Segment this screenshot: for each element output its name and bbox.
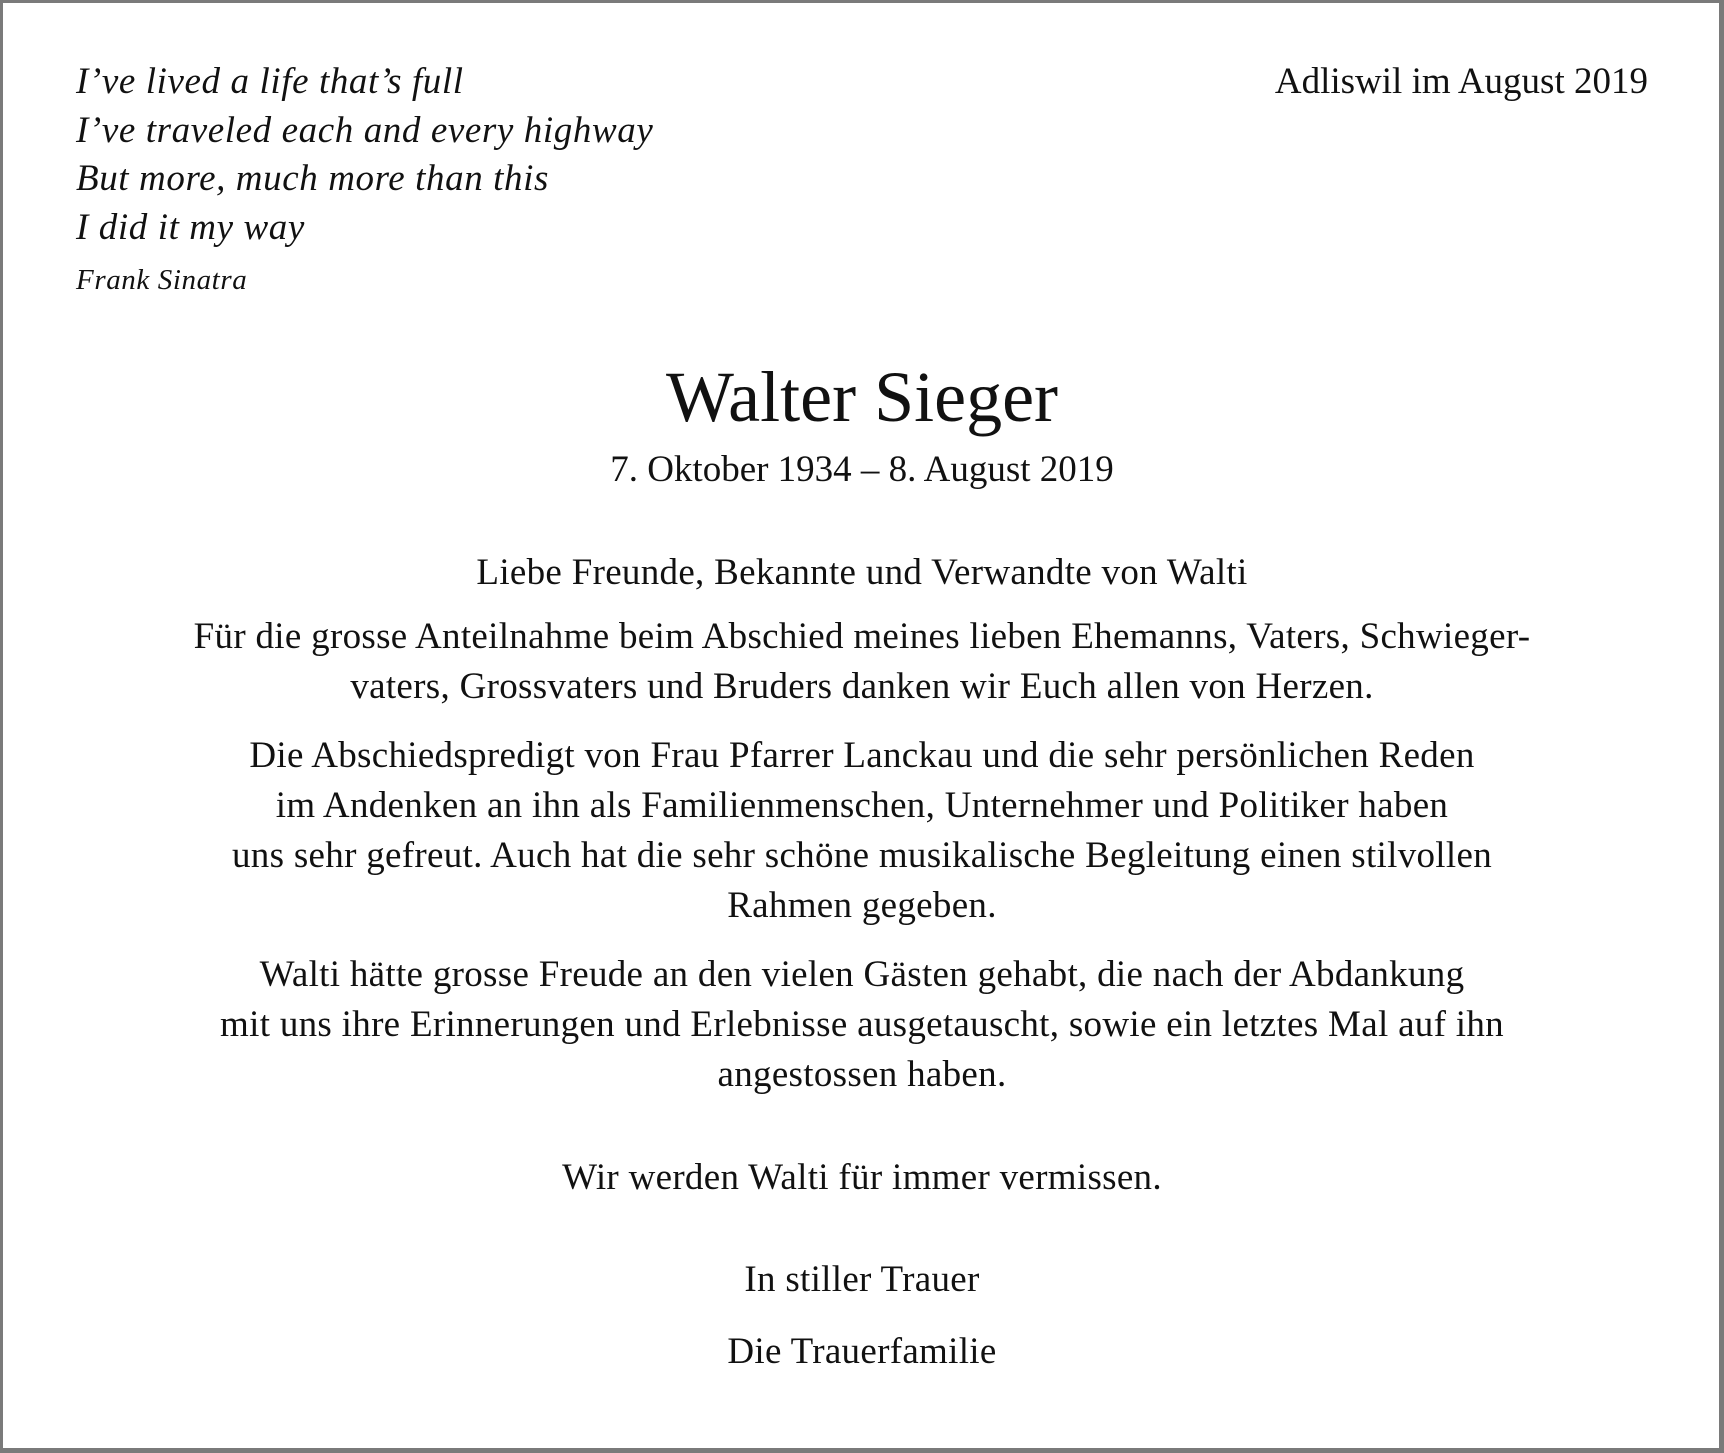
deceased-name: Walter Sieger: [665, 357, 1059, 437]
paragraph-line: mit uns ihre Erinnerungen und Erlebnisse ausgetauscht, sowie ein letztes Mal auf ihn: [220, 1004, 1504, 1045]
paragraph-line: im Andenken an ihn als Familienmenschen, Unternehmer und Politiker haben: [275, 785, 1449, 826]
quote-line: I did it my way: [76, 206, 305, 248]
paragraph-line: Walti hätte grosse Freude an den vielen Gästen gehabt, die nach der Abdankung: [259, 954, 1465, 995]
paragraph-line: uns sehr gefreut. Auch hat die sehr schöne musikalische Begleitung einen stilvollen: [232, 835, 1492, 876]
quote-line: I’ve traveled each and every highway: [76, 109, 654, 151]
paragraph-line: Rahmen gegeben.: [727, 885, 997, 926]
paragraph-line: vaters, Grossvaters und Bruders danken wir Euch allen von Herzen.: [350, 666, 1374, 707]
thanks-paragraph: [0, 612, 1724, 712]
signature-line: Die Trauerfamilie: [727, 1331, 997, 1372]
mourning-line: In stiller Trauer: [744, 1259, 980, 1300]
epigraph-quote: [76, 58, 653, 300]
paragraph-line: angestossen haben.: [717, 1054, 1007, 1095]
paragraph-line: Für die grosse Anteilnahme beim Abschied meines lieben Ehemanns, Vaters, Schwieger-: [193, 616, 1531, 657]
place-and-date: Adliswil im August 2019: [1274, 61, 1648, 102]
quote-line: I’ve lived a life that’s full: [76, 61, 464, 102]
closing-line: Wir werden Walti für immer vermissen.: [562, 1157, 1162, 1198]
paragraph-line: Die Abschiedspredigt von Frau Pfarrer Lanckau und die sehr persönlichen Reden: [249, 735, 1475, 776]
guests-paragraph: [0, 950, 1724, 1100]
life-dates: 7. Oktober 1934 – 8. August 2019: [610, 449, 1114, 490]
greeting: Liebe Freunde, Bekannte und Verwandte von Walti: [476, 552, 1248, 593]
quote-author: Frank Sinatra: [76, 264, 248, 296]
quote-line: But more, much more than this: [76, 158, 549, 199]
sermon-paragraph: [0, 731, 1724, 931]
